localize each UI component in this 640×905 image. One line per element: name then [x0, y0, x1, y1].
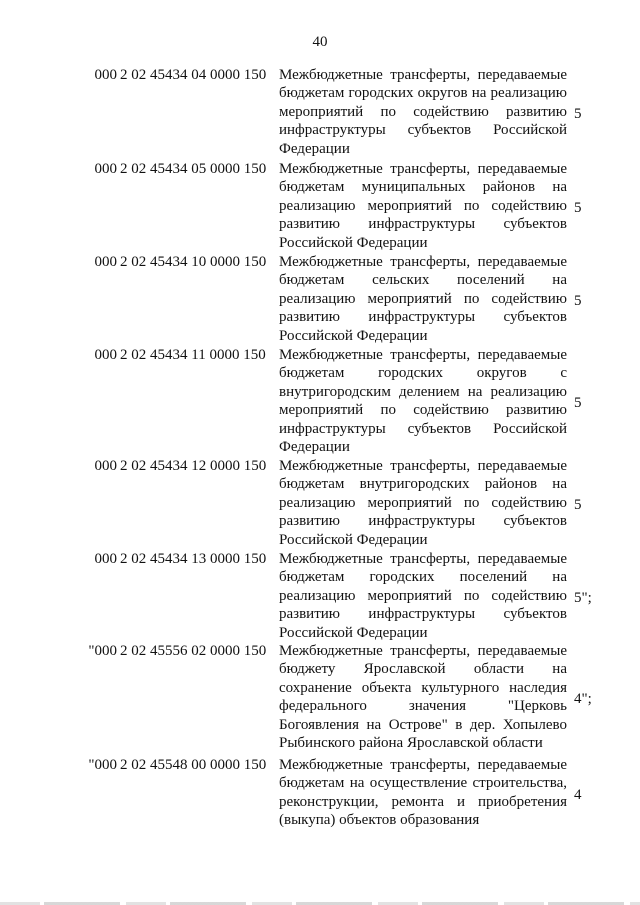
budget-classification-code: 2 02 45434 04 0000 150 — [120, 67, 267, 83]
description-line: бюджету Ярославской области на — [279, 661, 567, 678]
admin-code: 000 — [94, 67, 117, 83]
description-line: развитию инфраструктуры субъектов — [279, 309, 567, 326]
description-line: Российской Федерации — [279, 327, 428, 344]
admin-code: 000 — [94, 551, 117, 567]
description-line: реализацию мероприятий по содействию — [279, 290, 567, 307]
group-code: 5 — [574, 292, 582, 309]
description-line: Межбюджетные трансферты, передаваемые — [279, 643, 567, 659]
description-line: Межбюджетные трансферты, передаваемые — [279, 67, 567, 83]
description-line: бюджетам муниципальных районов на — [279, 179, 567, 196]
group-code: 5 — [574, 395, 582, 411]
description-line: Рыбинского района Ярославской области — [279, 735, 543, 752]
budget-classification-code: 2 02 45548 00 0000 150 — [120, 757, 267, 773]
description-line: реализацию мероприятий по содействию — [279, 494, 567, 511]
description-line: бюджетам сельских поселений на — [279, 272, 567, 289]
description-line: развитию инфраструктуры субъектов — [279, 216, 567, 233]
description-line: мероприятий по содействию развитию — [279, 402, 567, 419]
group-code: 4 — [574, 786, 582, 803]
admin-code: 000 — [94, 254, 117, 270]
group-code: 5"; — [574, 589, 592, 606]
budget-classification-code: 2 02 45434 11 0000 150 — [120, 347, 266, 363]
description-line: мероприятий по содействию развитию — [279, 103, 567, 120]
description-line: Межбюджетные трансферты, передаваемые — [279, 757, 567, 773]
description-line: реализацию мероприятий по содействию — [279, 587, 567, 604]
description-line: Федерации — [279, 140, 350, 157]
description-line: бюджетам на осуществление строительства, — [279, 775, 567, 792]
budget-classification-code: 2 02 45434 13 0000 150 — [120, 551, 267, 567]
description-line: инфраструктуры субъектов Российской — [279, 420, 567, 437]
description-line: развитию инфраструктуры субъектов — [279, 606, 567, 623]
revenue-description — [279, 66, 567, 158]
description-line: реализацию мероприятий по содействию — [279, 197, 567, 214]
description-line: бюджетам городских поселений на — [279, 569, 567, 586]
description-line: Межбюджетные трансферты, передаваемые — [279, 161, 567, 177]
admin-code: 000 — [94, 347, 117, 363]
group-code: 5 — [574, 496, 582, 513]
description-line: Российской Федерации — [279, 624, 428, 641]
budget-classification-code: 2 02 45556 02 0000 150 — [120, 643, 267, 659]
group-code: 5 — [574, 199, 582, 216]
budget-classification-code: 2 02 45434 10 0000 150 — [120, 254, 267, 270]
revenue-description — [279, 642, 567, 752]
revenue-description — [279, 253, 567, 345]
description-line: Межбюджетные трансферты, передаваемые — [279, 458, 567, 474]
description-line: Богоявления на Острове" в дер. Хопылево — [279, 716, 567, 733]
admin-code: "000 — [88, 643, 117, 659]
description-line: Российской Федерации — [279, 234, 428, 251]
budget-classification-code: 2 02 45434 12 0000 150 — [120, 458, 267, 474]
description-line: Российской Федерации — [279, 531, 428, 548]
description-line: федерального значения "Церковь — [279, 698, 567, 715]
revenue-description — [279, 346, 567, 456]
admin-code: "000 — [88, 757, 117, 773]
page-number: 40 — [312, 34, 328, 50]
description-line: Федерации — [279, 439, 350, 456]
budget-classification-code: 2 02 45434 05 0000 150 — [120, 161, 267, 177]
description-line: бюджетам внутригородских районов на — [279, 476, 567, 493]
description-line: Межбюджетные трансферты, передаваемые — [279, 347, 567, 363]
group-code: 5 — [574, 105, 582, 122]
revenue-description — [279, 756, 567, 830]
description-line: бюджетам городских округов с — [279, 365, 567, 382]
admin-code: 000 — [94, 458, 117, 474]
description-line: Межбюджетные трансферты, передаваемые — [279, 551, 567, 567]
group-code: 4"; — [574, 691, 592, 707]
revenue-description — [279, 160, 567, 252]
description-line: инфраструктуры субъектов Российской — [279, 122, 567, 139]
revenue-description — [279, 550, 567, 642]
admin-code: 000 — [94, 161, 117, 177]
description-line: (выкупа) объектов образования — [279, 812, 480, 829]
description-line: сохранение объекта культурного наследия — [279, 679, 567, 696]
description-line: развитию инфраструктуры субъектов — [279, 513, 567, 530]
description-line: реконструкции, ремонта и приобретения — [279, 793, 567, 810]
description-line: бюджетам городских округов на реализацию — [279, 85, 567, 102]
description-line: внутригородским делением на реализацию — [279, 383, 567, 400]
revenue-description — [279, 457, 567, 549]
description-line: Межбюджетные трансферты, передаваемые — [279, 254, 567, 270]
